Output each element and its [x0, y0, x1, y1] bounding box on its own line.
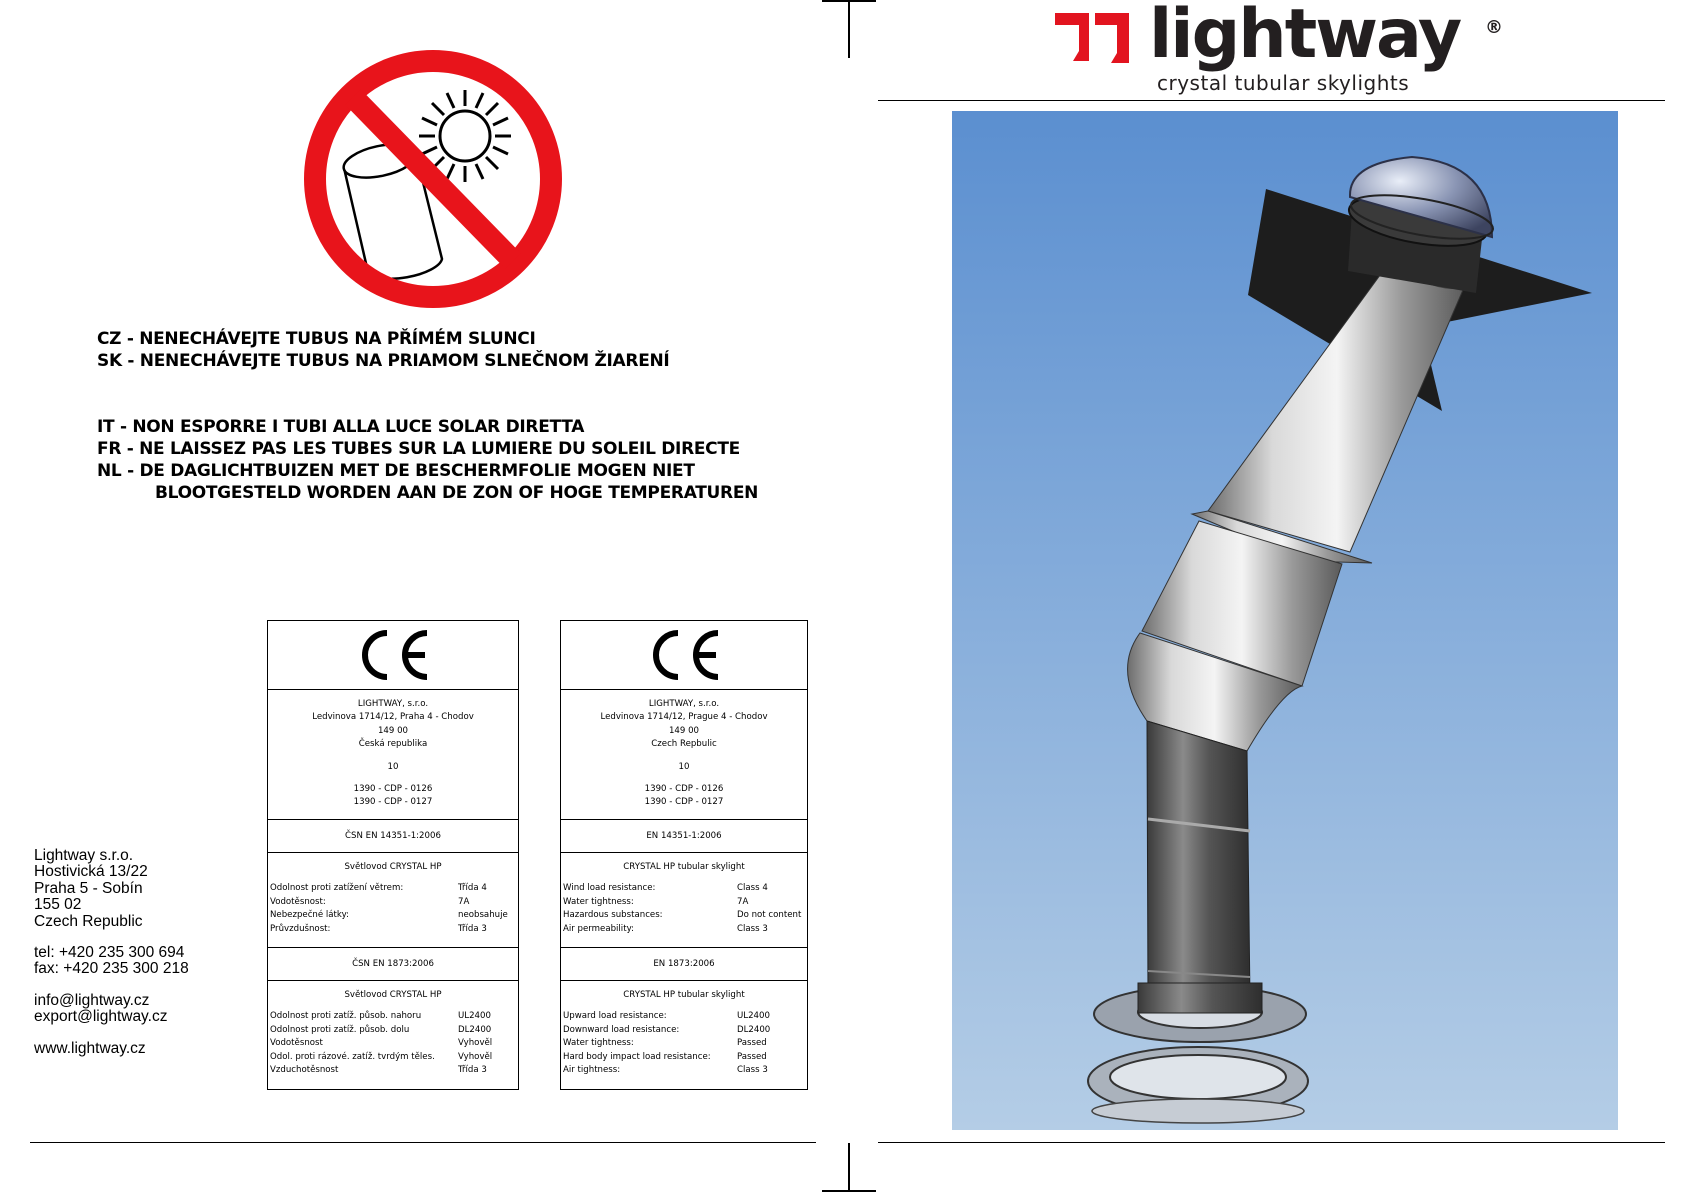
property-row: Vodotěsnost: 7A	[270, 896, 470, 907]
brand-name: lightway	[1149, 0, 1461, 74]
property-row: Air tightness: Class 3	[563, 1064, 768, 1075]
zip: 149 00	[377, 725, 409, 736]
ce-mark	[268, 621, 518, 690]
properties-2	[268, 981, 518, 1089]
footer-rule-right	[878, 1142, 1665, 1143]
property-row: Upward load resistance: UL2400	[563, 1011, 770, 1022]
product-name: Světlovod CRYSTAL HP	[344, 990, 442, 1000]
country: Česká republika	[358, 739, 428, 750]
certificate-1: 1390 - CDP - 0126	[353, 784, 433, 795]
warning-nl-continued: BLOOTGESTELD WORDEN AAN DE ZON OF HOGE TEMPERATUREN	[155, 483, 759, 503]
footer-rule-left	[30, 1142, 816, 1143]
brand-logo	[1055, 0, 1515, 95]
property-row: Odolnost proti zatíž. působ. nahoru UL2400	[270, 1011, 491, 1022]
property-row: Průvzdušnost: Třída 3	[270, 923, 487, 934]
property-row: Hazardous substances: Do not content	[563, 910, 802, 921]
contact-country: Czech Republic	[34, 912, 143, 930]
property-row: Odolnost proti zatížení větrem: Třída 4	[270, 883, 487, 894]
properties-2	[561, 981, 807, 1089]
certificate-2: 1390 - CDP - 0127	[353, 797, 433, 808]
ce-mark	[561, 621, 807, 690]
warning-it: IT - NON ESPORRE I TUBI ALLA LUCE SOLAR DIRETTA	[97, 417, 585, 437]
crop-mark-top-vertical	[848, 0, 850, 58]
property-row: Hard body impact load resistance: Passed	[563, 1051, 767, 1062]
warning-fr: FR - NE LAISSEZ PAS LES TUBES SUR LA LUMIERE DU SOLEIL DIRECTE	[97, 439, 740, 459]
ce-label-cz	[267, 620, 519, 1090]
year: 10	[678, 761, 690, 772]
certificate-2: 1390 - CDP - 0127	[644, 797, 724, 808]
zip: 149 00	[668, 725, 700, 736]
contact-fax: fax: +420 235 300 218	[34, 960, 189, 978]
product-name: CRYSTAL HP tubular skylight	[623, 862, 745, 872]
manufacturer-info	[268, 690, 518, 820]
product-name: CRYSTAL HP tubular skylight	[623, 990, 745, 1000]
country: Czech Repbulic	[651, 739, 717, 750]
property-row: Downward load resistance: DL2400	[563, 1024, 771, 1035]
no-sun-exposure-icon	[298, 44, 568, 314]
properties-1	[561, 853, 807, 948]
contact-web[interactable]: www.lightway.cz	[34, 1039, 146, 1057]
properties-1	[268, 853, 518, 948]
company: LIGHTWAY, s.r.o.	[357, 699, 429, 709]
property-row: Nebezpečné látky: neobsahuje	[270, 910, 508, 921]
contact-tel: tel: +420 235 300 694	[34, 944, 185, 962]
ce-label-en	[560, 620, 808, 1090]
property-row: Air permeability: Class 3	[563, 923, 768, 934]
company: LIGHTWAY, s.r.o.	[648, 699, 720, 709]
warning-sk: SK - NENECHÁVEJTE TUBUS NA PRIAMOM SLNEČNOM ŽIARENÍ	[97, 351, 670, 371]
standard-1: EN 14351-1:2006	[561, 820, 807, 853]
crop-mark-top-horizontal	[822, 0, 876, 2]
property-row: Vodotěsnost Vyhověl	[270, 1038, 493, 1049]
property-row: Water tightness: 7A	[563, 896, 749, 907]
standard-2: ČSN EN 1873:2006	[268, 948, 518, 981]
certificate-1: 1390 - CDP - 0126	[644, 784, 724, 795]
address: Ledvinova 1714/12, Prague 4 - Chodov	[600, 712, 768, 723]
contact-email-info[interactable]: info@lightway.cz	[34, 991, 150, 1009]
brand-tagline: crystal tubular skylights	[1157, 71, 1410, 95]
warning-cz: CZ - NENECHÁVEJTE TUBUS NA PŘÍMÉM SLUNCI	[97, 329, 536, 349]
property-row: Vzduchotěsnost Třída 3	[270, 1064, 487, 1075]
warning-nl: NL - DE DAGLICHTBUIZEN MET DE BESCHERMFOLIE MOGEN NIET	[97, 461, 695, 481]
brand-registered: ®	[1485, 17, 1503, 38]
header-rule	[878, 100, 1665, 101]
crop-mark-bottom-horizontal	[822, 1190, 876, 1192]
contact-street: Hostivická 13/22	[34, 863, 148, 881]
property-row: Odolnost proti zatíž. působ. dolu DL2400	[270, 1024, 492, 1035]
year: 10	[387, 761, 399, 772]
contact-city: Praha 5 - Sobín	[34, 879, 143, 897]
contact-zip: 155 02	[34, 896, 82, 914]
standard-1: ČSN EN 14351-1:2006	[268, 820, 518, 853]
contact-email-export[interactable]: export@lightway.cz	[34, 1008, 168, 1026]
crop-mark-bottom-vertical	[848, 1143, 850, 1192]
ce-mark-icon	[353, 627, 433, 683]
ce-mark-icon	[644, 627, 724, 683]
standard-2: EN 1873:2006	[561, 948, 807, 981]
brand-mark-icon	[1055, 13, 1129, 69]
property-row: Odol. proti rázové. zatíž. tvrdým těles. Vyhověl	[270, 1051, 493, 1062]
contact-company: Lightway s.r.o.	[34, 847, 134, 864]
manufacturer-info	[561, 690, 807, 820]
address: Ledvinova 1714/12, Praha 4 - Chodov	[312, 712, 474, 723]
contact-block	[34, 848, 189, 1057]
tubular-skylight-render	[952, 111, 1618, 1130]
property-row: Water tightness: Passed	[563, 1038, 767, 1049]
product-name: Světlovod CRYSTAL HP	[344, 862, 442, 872]
property-row: Wind load resistance: Class 4	[563, 883, 768, 894]
